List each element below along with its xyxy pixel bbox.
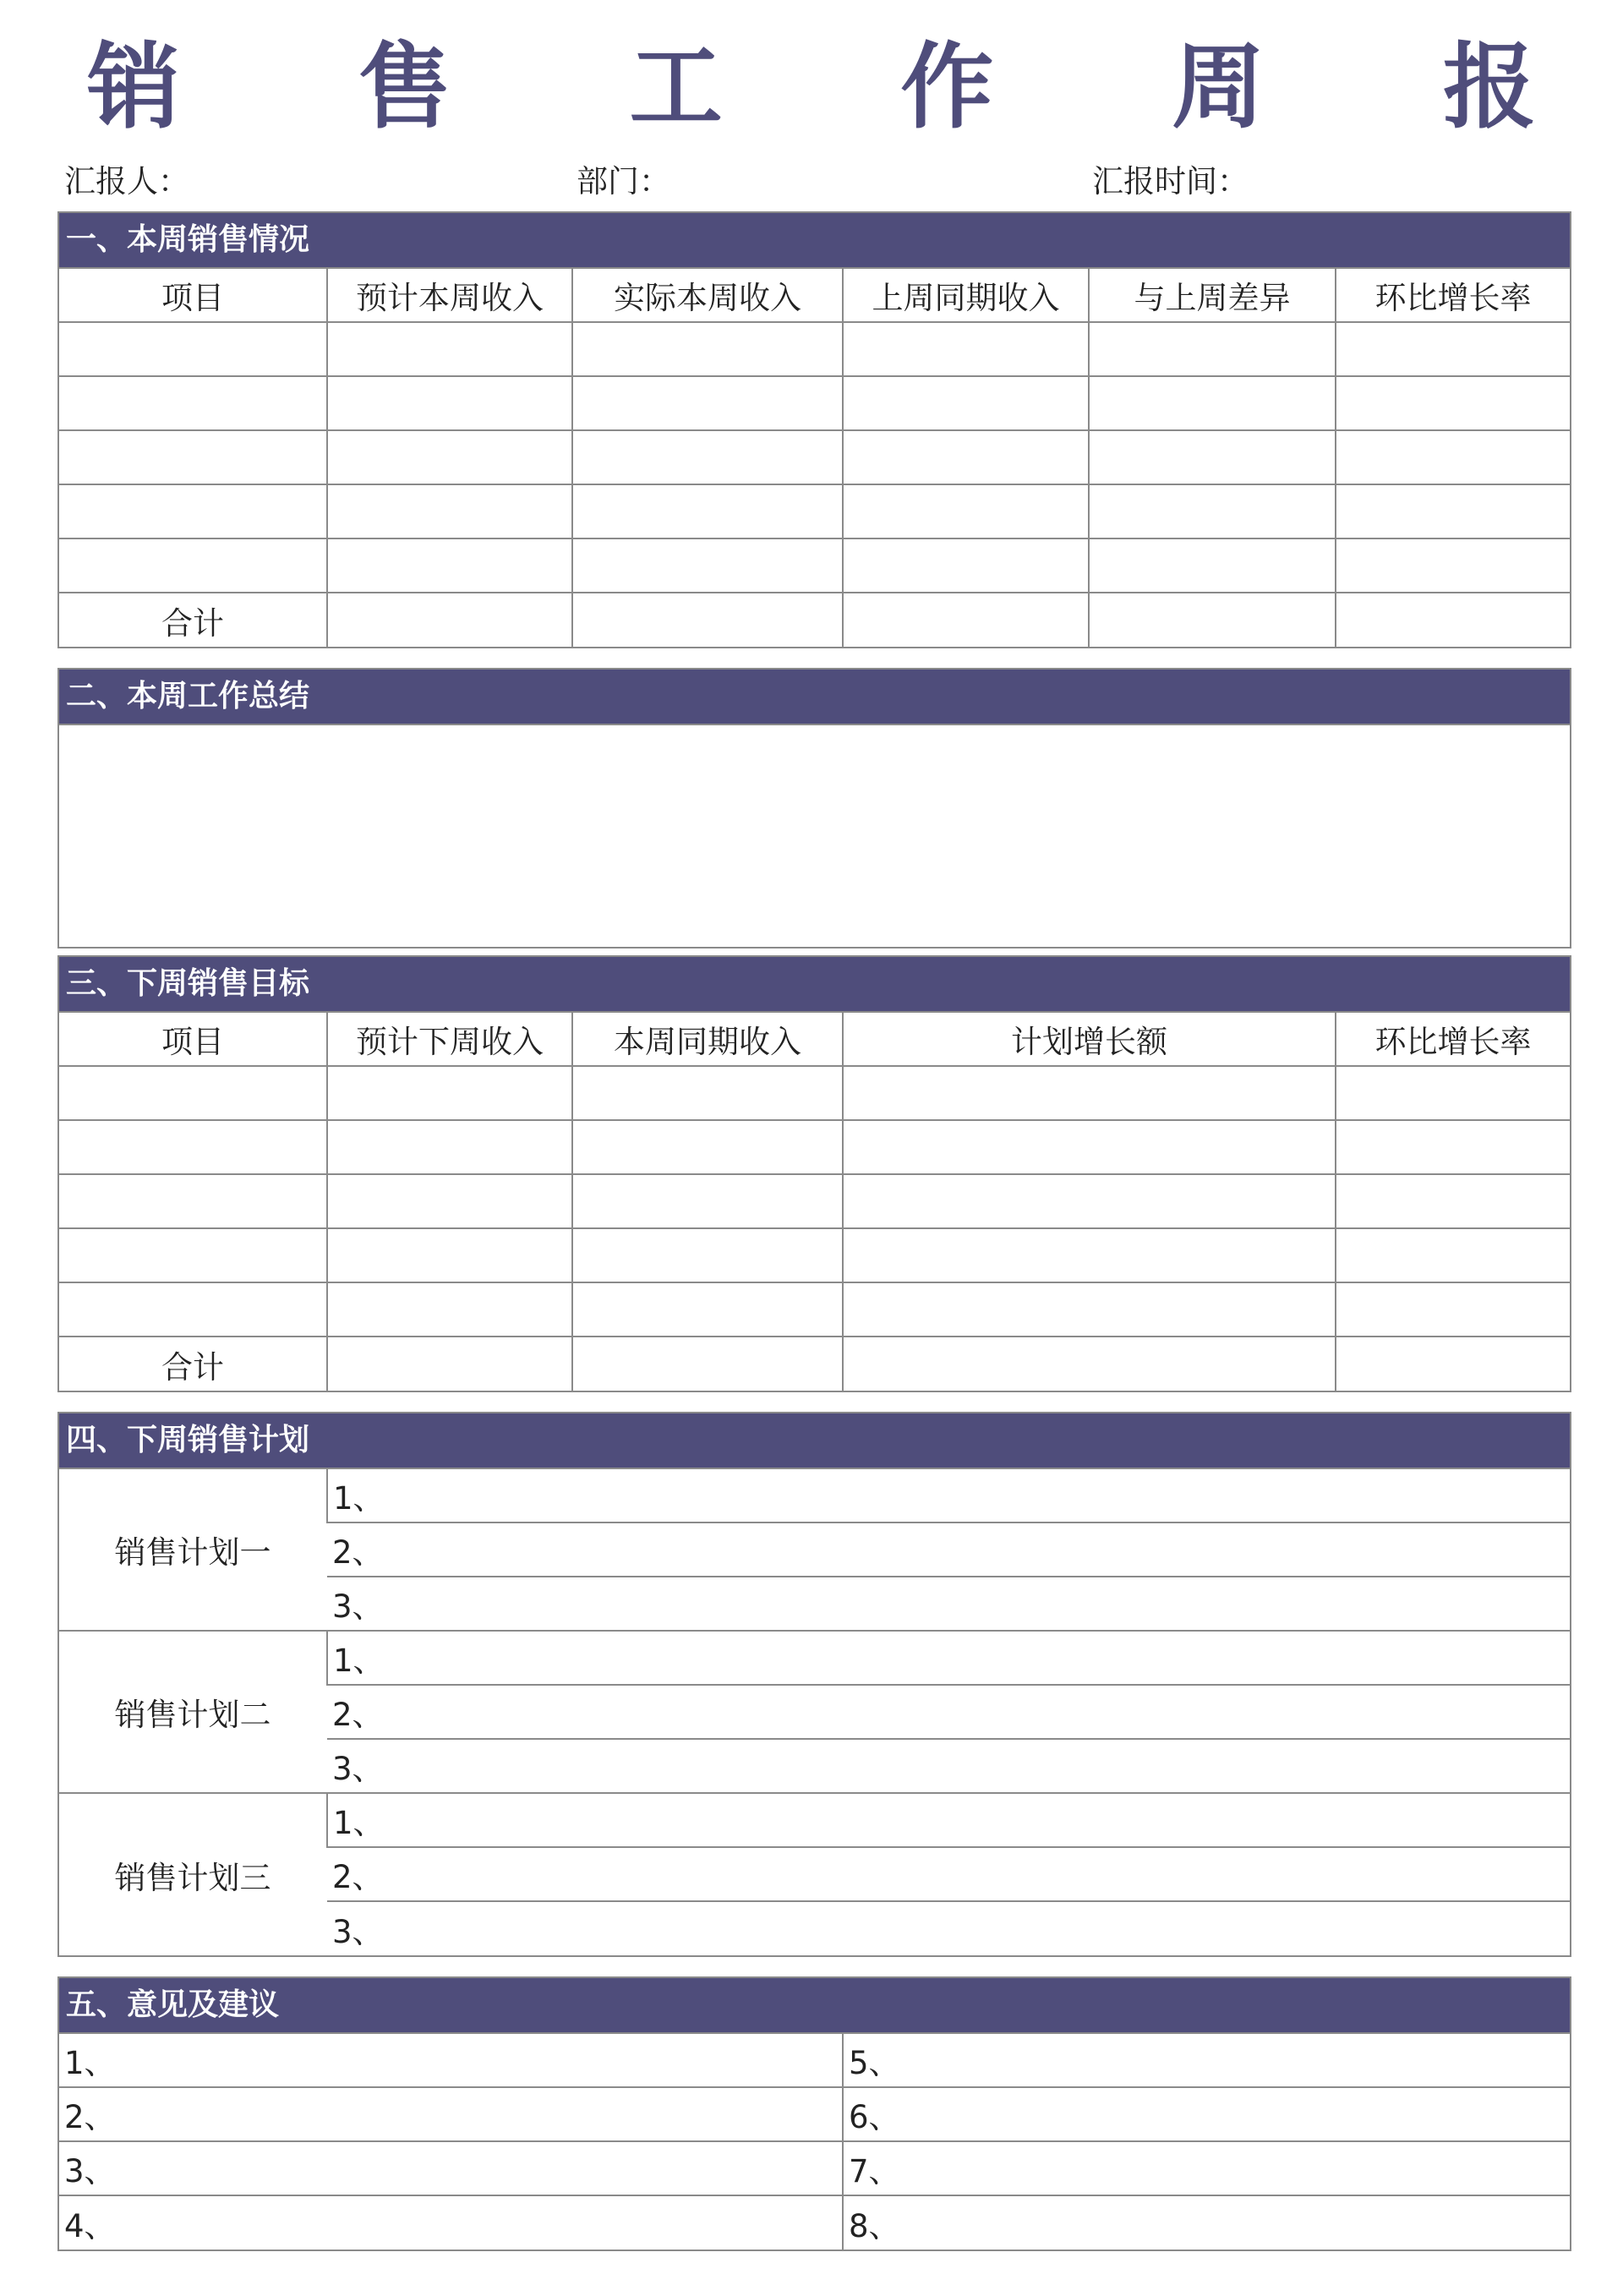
table-cell[interactable] [59,430,327,484]
table-cell[interactable] [843,376,1089,430]
plan-item[interactable]: 1、 [327,1631,1570,1685]
weekly-sales-table [59,267,1570,647]
summary-text-area[interactable] [59,724,1570,947]
plan-item[interactable]: 2、 [327,1522,1570,1577]
suggestion-item[interactable]: 3、 [59,2141,843,2195]
table-row [59,2195,1570,2250]
table-cell[interactable] [59,1174,327,1228]
table-cell[interactable] [1089,430,1336,484]
column-header: 实际本周收入 [572,268,843,322]
page-title [57,24,1566,150]
suggestion-item[interactable]: 5、 [843,2033,1570,2087]
section-heading: 五、意见及建议 [59,1978,1570,2032]
section-heading: 四、下周销售计划 [59,1413,1570,1468]
table-cell[interactable] [59,322,327,376]
table-cell[interactable] [572,538,843,593]
table-cell[interactable] [1336,1337,1570,1391]
table-header-row [59,268,1570,322]
table-cell[interactable] [843,1120,1336,1174]
column-header: 预计下周收入 [327,1012,572,1066]
total-label: 合计 [59,593,327,647]
table-cell[interactable] [327,1228,572,1282]
suggestion-item[interactable]: 2、 [59,2087,843,2141]
table-cell[interactable] [1089,538,1336,593]
section-next-week-plans [57,1412,1571,1957]
table-cell[interactable] [59,1120,327,1174]
plan-item[interactable]: 3、 [327,1577,1570,1631]
table-cell[interactable] [59,484,327,538]
table-cell[interactable] [1089,376,1336,430]
table-cell[interactable] [1089,484,1336,538]
table-cell[interactable] [327,1282,572,1337]
table-cell[interactable] [843,1174,1336,1228]
suggestion-item[interactable]: 1、 [59,2033,843,2087]
section-suggestions [57,1976,1571,2251]
table-row [59,538,1570,593]
title-char: 作 [900,33,994,141]
total-row [59,593,1570,647]
table-row [59,1066,1570,1120]
table-row [59,1228,1570,1282]
table-row [59,2033,1570,2087]
title-char: 周 [1172,33,1265,141]
title-char: 售 [358,33,451,141]
section-weekly-sales [57,211,1571,648]
table-cell[interactable] [59,1282,327,1337]
table-cell[interactable] [843,1066,1336,1120]
table-cell[interactable] [572,593,843,647]
table-row [59,430,1570,484]
total-row [59,1337,1570,1391]
column-header: 项目 [59,268,327,322]
table-row [59,2087,1570,2141]
column-header: 项目 [59,1012,327,1066]
table-cell[interactable] [1336,1282,1570,1337]
table-cell[interactable] [572,430,843,484]
department-label: 部门： [577,163,670,200]
table-cell[interactable] [1336,430,1570,484]
table-cell[interactable] [1089,593,1336,647]
table-cell[interactable] [843,322,1089,376]
table-cell[interactable] [327,322,572,376]
title-char: 销 [87,33,180,141]
table-cell[interactable] [1089,322,1336,376]
report-time-label: 汇报时间： [1092,163,1249,200]
column-header: 本周同期收入 [572,1012,843,1066]
table-cell[interactable] [843,1228,1336,1282]
table-cell[interactable] [843,1282,1336,1337]
table-row [59,2141,1570,2195]
table-cell[interactable] [1336,376,1570,430]
table-row [59,1631,1570,1685]
section-heading: 二、本周工作总结 [59,670,1570,724]
column-header: 计划增长额 [843,1012,1336,1066]
table-cell[interactable] [327,1337,572,1391]
table-cell[interactable] [327,538,572,593]
suggestion-item[interactable]: 8、 [843,2195,1570,2250]
table-row [59,322,1570,376]
table-cell[interactable] [327,1066,572,1120]
plan-item[interactable]: 1、 [327,1468,1570,1522]
column-header: 预计本周收入 [327,268,572,322]
next-week-targets-table [59,1011,1570,1391]
table-cell[interactable] [59,1228,327,1282]
table-cell[interactable] [1336,1120,1570,1174]
table-cell[interactable] [1336,1228,1570,1282]
table-cell[interactable] [59,538,327,593]
plan-item[interactable]: 2、 [327,1685,1570,1739]
column-header: 环比增长率 [1336,1012,1570,1066]
plan-label: 销售计划一 [59,1468,327,1631]
section-work-summary [57,668,1571,948]
section-next-week-targets [57,955,1571,1392]
suggestion-item[interactable]: 4、 [59,2195,843,2250]
table-cell[interactable] [1336,593,1570,647]
table-row [59,1793,1570,1847]
table-cell[interactable] [572,1282,843,1337]
table-cell[interactable] [572,1337,843,1391]
table-cell[interactable] [327,484,572,538]
plan-item[interactable]: 1、 [327,1793,1570,1847]
plan-item[interactable]: 3、 [327,1901,1570,1955]
table-row [59,1120,1570,1174]
plan-item[interactable]: 2、 [327,1847,1570,1901]
table-cell[interactable] [843,484,1089,538]
suggestion-item[interactable]: 6、 [843,2087,1570,2141]
title-char: 报 [1442,33,1536,141]
table-cell[interactable] [572,376,843,430]
table-cell[interactable] [572,1120,843,1174]
table-row [59,1174,1570,1228]
table-cell[interactable] [572,1228,843,1282]
section-heading: 三、下周销售目标 [59,957,1570,1011]
table-cell[interactable] [1336,538,1570,593]
suggestion-item[interactable]: 7、 [843,2141,1570,2195]
table-cell[interactable] [572,1066,843,1120]
table-cell[interactable] [843,430,1089,484]
table-cell[interactable] [1336,322,1570,376]
table-cell[interactable] [327,376,572,430]
sales-plans-table [59,1468,1570,1955]
table-header-row [59,1012,1570,1066]
plan-label: 销售计划三 [59,1793,327,1955]
table-cell[interactable] [572,322,843,376]
table-cell[interactable] [1336,1174,1570,1228]
title-char: 工 [629,33,723,141]
table-row [59,376,1570,430]
section-heading: 一、本周销售情况 [59,213,1570,267]
table-row [59,484,1570,538]
column-header: 与上周差异 [1089,268,1336,322]
table-cell[interactable] [59,1066,327,1120]
table-cell[interactable] [1336,484,1570,538]
table-cell[interactable] [327,430,572,484]
table-cell[interactable] [327,1174,572,1228]
plan-label: 销售计划二 [59,1631,327,1793]
table-cell[interactable] [843,1337,1336,1391]
suggestions-table [59,2032,1570,2250]
column-header: 上周同期收入 [843,268,1089,322]
table-cell[interactable] [59,376,327,430]
table-row [59,1468,1570,1522]
table-cell[interactable] [572,1174,843,1228]
table-cell[interactable] [843,593,1089,647]
total-label: 合计 [59,1337,327,1391]
table-cell[interactable] [572,484,843,538]
table-row [59,1282,1570,1337]
plan-item[interactable]: 3、 [327,1739,1570,1793]
column-header: 环比增长率 [1336,268,1570,322]
table-cell[interactable] [1336,1066,1570,1120]
table-cell[interactable] [843,538,1089,593]
table-cell[interactable] [327,1120,572,1174]
table-cell[interactable] [327,593,572,647]
reporter-label: 汇报人： [64,163,189,200]
